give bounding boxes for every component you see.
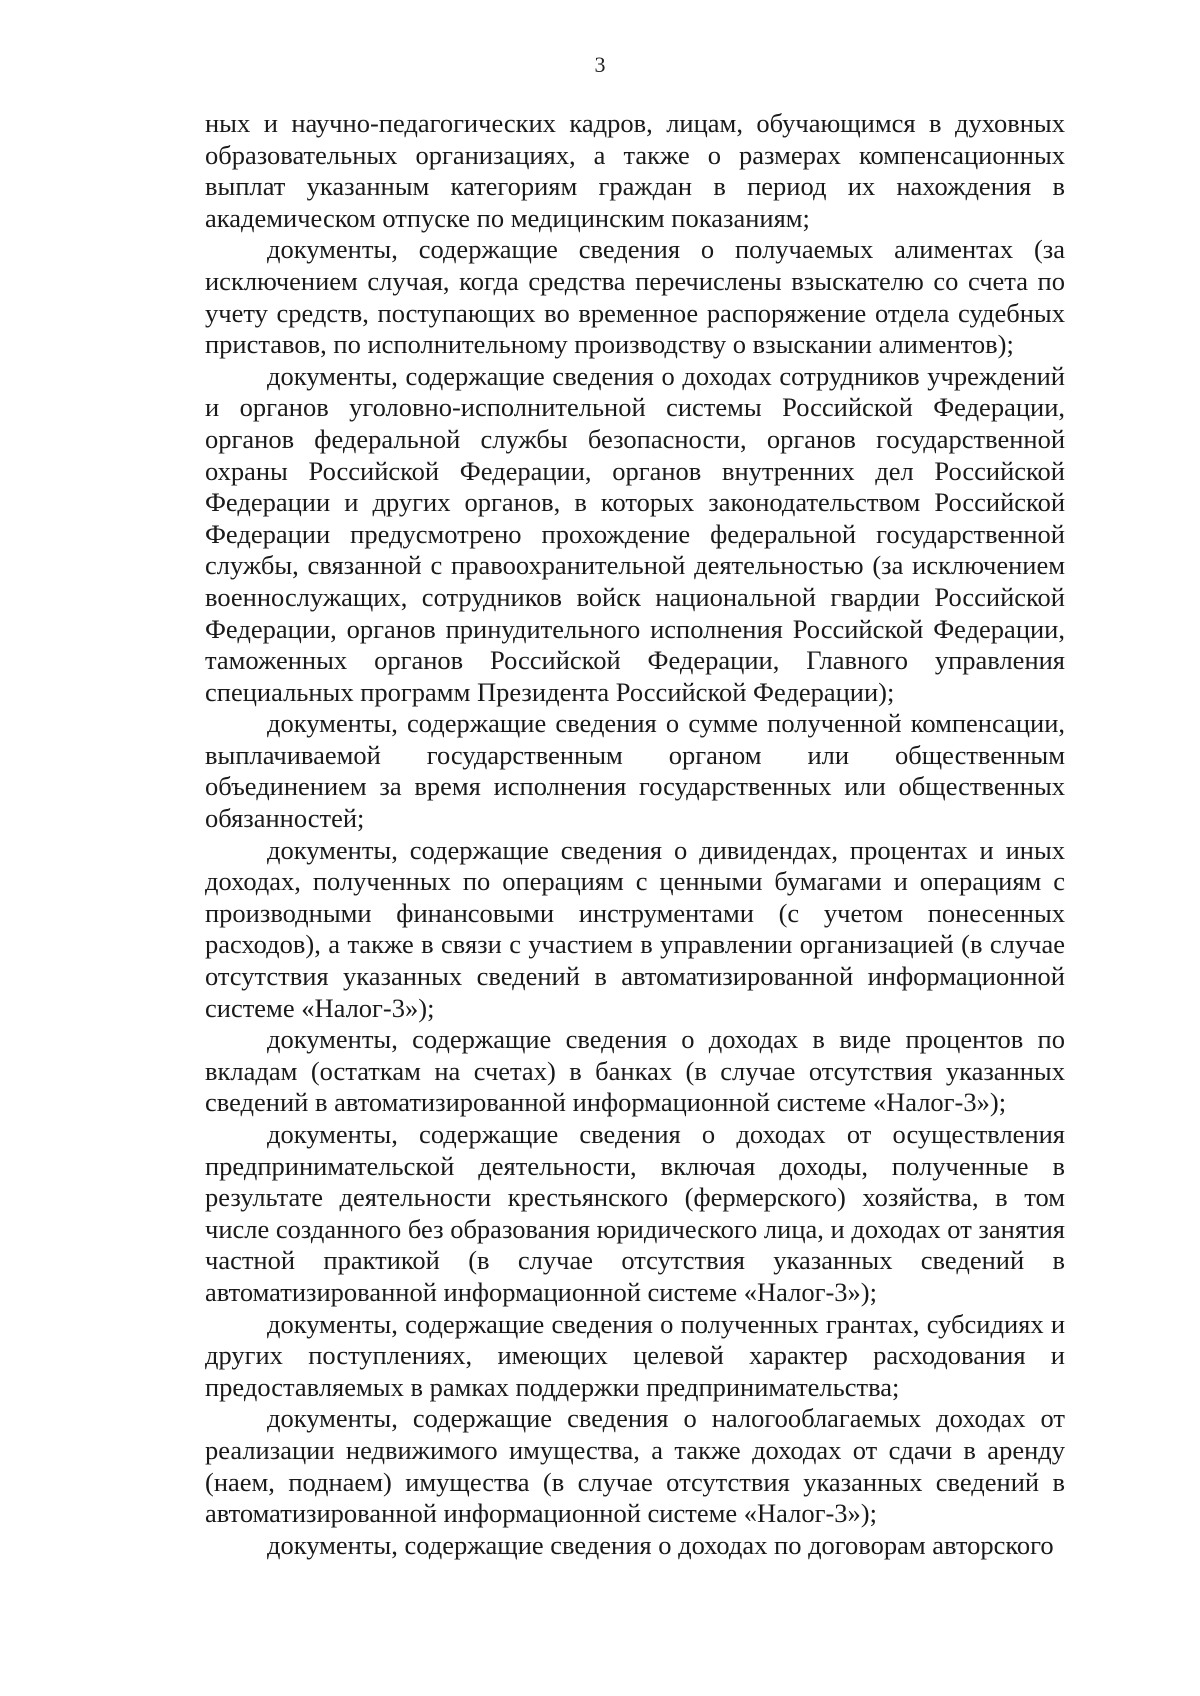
paragraph-9: документы, содержащие сведения о налогооблагаемых доходах от реализации недвижимого имущества, а также доходах от сдачи в аренду (наем, поднаем) имущества (в случае отсутствия указанных сведений в автоматизированной информационной системе «Налог-3»);	[205, 1403, 1065, 1529]
paragraph-7: документы, содержащие сведения о доходах от осуществления предпринимательской деятельности, включая доходы, полученные в результате деятельности крестьянского (фермерского) хозяйства, в том числе созданного без образования юридического лица, и доходах от занятия частной практикой (в случае отсутствия указанных сведений в автоматизированной информационной системе «Налог-3»);	[205, 1119, 1065, 1307]
document-body	[205, 108, 1065, 1561]
page-number: 3	[594, 52, 606, 77]
paragraph-6: документы, содержащие сведения о доходах в виде процентов по вкладам (остаткам на счетах) в банках (в случае отсутствия указанных сведений в автоматизированной информационной системе «Налог-3»);	[205, 1024, 1065, 1118]
paragraph-8: документы, содержащие сведения о полученных грантах, субсидиях и других поступлениях, имеющих целевой характер расходования и предоставляемых в рамках поддержки предпринимательства;	[205, 1308, 1065, 1402]
paragraph-5: документы, содержащие сведения о дивидендах, процентах и иных доходах, полученных по операциям с ценными бумагами и операциям с производными финансовыми инструментами (с учетом понесенных расходов), а также в связи с участием в управлении организацией (в случае отсутствия указанных сведений в автоматизированной информационной системе «Налог-3»);	[205, 834, 1065, 1023]
paragraph-2: документы, содержащие сведения о получаемых алиментах (за исключением случая, когда средства перечислены взыскателю со счета по учету средств, поступающих во временное распоряжение отдела судебных приставов, по исполнительному производству о взыскании алиментов);	[205, 234, 1065, 360]
paragraph-1: ных и научно-педагогических кадров, лицам, обучающимся в духовных образовательных организациях, а также о размерах компенсационных выплат указанным категориям граждан в период их нахождения в академическом отпуске по медицинским показаниям;	[205, 108, 1065, 233]
paragraph-10: документы, содержащие сведения о доходах по договорам авторского	[267, 1529, 1054, 1560]
paragraph-4: документы, содержащие сведения о сумме полученной компенсации, выплачиваемой государственным органом или общественным объединением за время исполнения государственных или общественных обязанностей;	[205, 708, 1065, 834]
paragraph-3: документы, содержащие сведения о доходах сотрудников учреждений и органов уголовно-исполнительной системы Российской Федерации, органов федеральной службы безопасности, органов государственной охраны Российской Федерации, органов внутренних дел Российской Федерации и других органов, в которых законодательством Российской Федерации предусмотрено прохождение федеральной государственной службы, связанной с правоохранительной деятельностью (за исключением военнослужащих, сотрудников войск национальной гвардии Российской Федерации, органов принудительного исполнения Российской Федерации, таможенных органов Российской Федерации, Главного управления специальных программ Президента Российской Федерации);	[205, 360, 1065, 707]
